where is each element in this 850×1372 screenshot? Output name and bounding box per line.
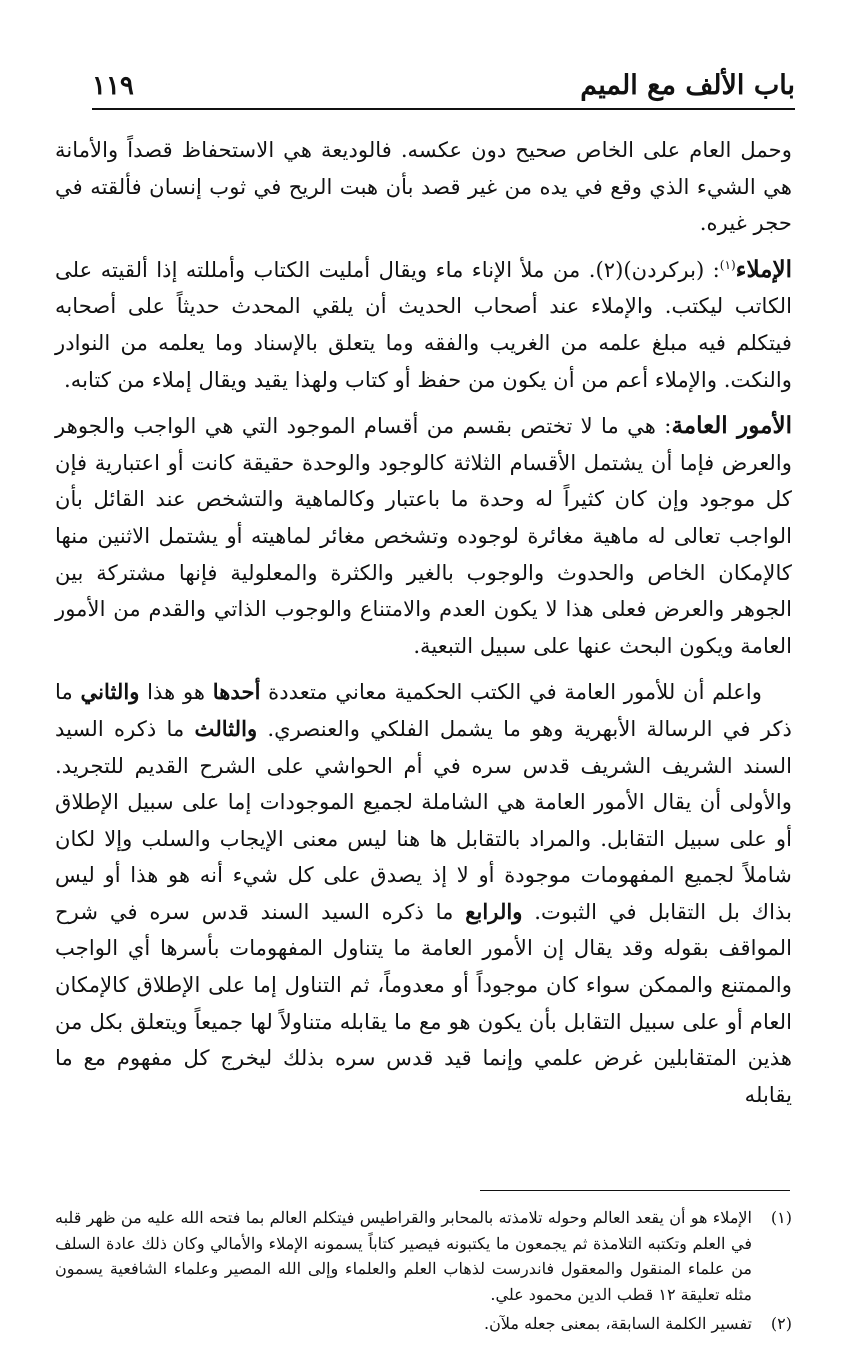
footnote-text: تفسير الكلمة السابقة، بمعنى جعله ملآن. (484, 1314, 752, 1334)
entry-term: الأمور العامة (671, 412, 792, 440)
bold-keyword: والثاني (80, 679, 140, 705)
paragraph (55, 408, 792, 664)
bold-keyword: والثالث (194, 715, 258, 741)
paragraph-text: هو هذا (139, 679, 213, 705)
running-title: باب الألف مع الميم (580, 70, 795, 101)
body-text (55, 132, 792, 1123)
footnote-separator (480, 1190, 790, 1191)
footnote-text: الإملاء هو أن يقعد العالم وحوله تلامذته بالمحابر والقراطيس فيتكلم العالم بما فتحه الله عليه من ظهر قلبه في العلم وتكتبه التلامذة ثم يجمعون ما يكتبونه فيصير كتاباً يسمونه الإملاء والأمالي وكان ذلك عادة السلف من علماء المنقول والمعقول فاندرست لذهاب العلم والعلماء وإلى الله المصير وعلماء الشافعية يسمون مثله تعليقة ١٢ قطب الدين محمود علي. (55, 1208, 752, 1304)
paragraph-text: : (بركردن)(٢). من ملأ الإناء ماء ويقال أمليت الكتاب وأمللته إذا ألقيته على الكاتب ليكتب. والإملاء عند أصحاب الحديث أن يلقي المحدث حديثاً على أصحابه فيتكلم فيه مبلغ علمه من الغريب والفقه وما يتعلق بالإسناد وما يعلمه من النوادر والنكت. والإملاء أعم من أن يكون من حفظ أو كتاب ولهذا يقيد ويقال إملاء من كتابه. (55, 256, 792, 392)
paragraph (55, 252, 792, 398)
footnotes (55, 1205, 792, 1341)
paragraph-text: وحمل العام على الخاص صحيح دون عكسه. فالوديعة هي الاستحفاظ قصداً والأمانة هي الشيء الذي وقع في يده من غير قصد بأن هبت الريح في ثوب إنسان فألقته في حجر غيره. (55, 137, 792, 236)
bold-keyword: أحدها (212, 679, 261, 705)
bold-keyword: والرابع (465, 898, 523, 924)
paragraph-text: ما ذكره السيد السند قدس سره في شرح المواقف بقوله وقد يقال إن الأمور العامة ما يتناول المفهومات بأسرها أي الواجب والممتنع والممكن سواء كان موجوداً أو معدوماً، ثم التناول إما على الإطلاق كالإمكان العام أو على سبيل التقابل بأن يكون هو مع ما يقابله متناولاً لها جميعاً ويتعلق بكل من هذين المتقابلين غرض علمي وإنما قيد قدس سره بذلك ليخرج كل مفهوم مع ما يقابله (55, 898, 792, 1107)
paragraph (55, 674, 792, 1113)
footnote (55, 1205, 792, 1307)
page-number: ١١٩ (92, 71, 134, 101)
footnote (55, 1311, 792, 1337)
paragraph-text: ما ذكر في الرسالة الأبهرية وهو ما يشمل الفلكي والعنصري. (55, 679, 792, 741)
paragraph-text: : هي ما لا تختص بقسم من أقسام الموجود التي هي الواجب والجوهر والعرض فإما أن يشتمل الأقسام الثلاثة كالوجود والوحدة حقيقة كانت أو اعتبارية فإن كل موجود وإن كان كثيراً له وحدة ما باعتبار وكالماهية والتشخص عند القائل بأن الواجب تعالى له ماهية مغائرة لوجوده وتشخص مغائر لماهيته أو يشتمل الاثنين منها كالإمكان الخاص والحدوث والوجوب بالغير والكثرة والمعلولية فإنها مشتركة بين الجوهر والعرض فعلى هذا لا يكون العدم والامتناع والوجوب الذاتي والقدم من الأمور العامة ويكون البحث عنها على سبيل التبعية. (55, 413, 792, 658)
footnote-number: (١) (770, 1208, 792, 1227)
paragraph-text: ما ذكره السيد السند الشريف الشريف قدس سره في أم الحواشي على الشرح القديم للتجريد. والأولى أن يقال الأمور العامة هي الشاملة لجميع الموجودات إما على سبيل الإطلاق أو على سبيل التقابل. والمراد بالتقابل ها هنا ليس معنى الإيجاب والسلب وإلا لكان شاملاً لجميع المفهومات موجودة أو لا إذ يصدق على كل شيء أنه هو هذا أو ليس بذاك بل التقابل في الثبوت. (55, 715, 792, 924)
footnote-ref: (١) (719, 257, 736, 272)
footnote-number: (٢) (770, 1314, 792, 1334)
entry-term: الإملاء (735, 255, 792, 283)
paragraph-text: واعلم أن للأمور العامة في الكتب الحكمية معاني متعددة (260, 679, 762, 705)
paragraph (55, 132, 792, 242)
page-header (92, 62, 795, 110)
